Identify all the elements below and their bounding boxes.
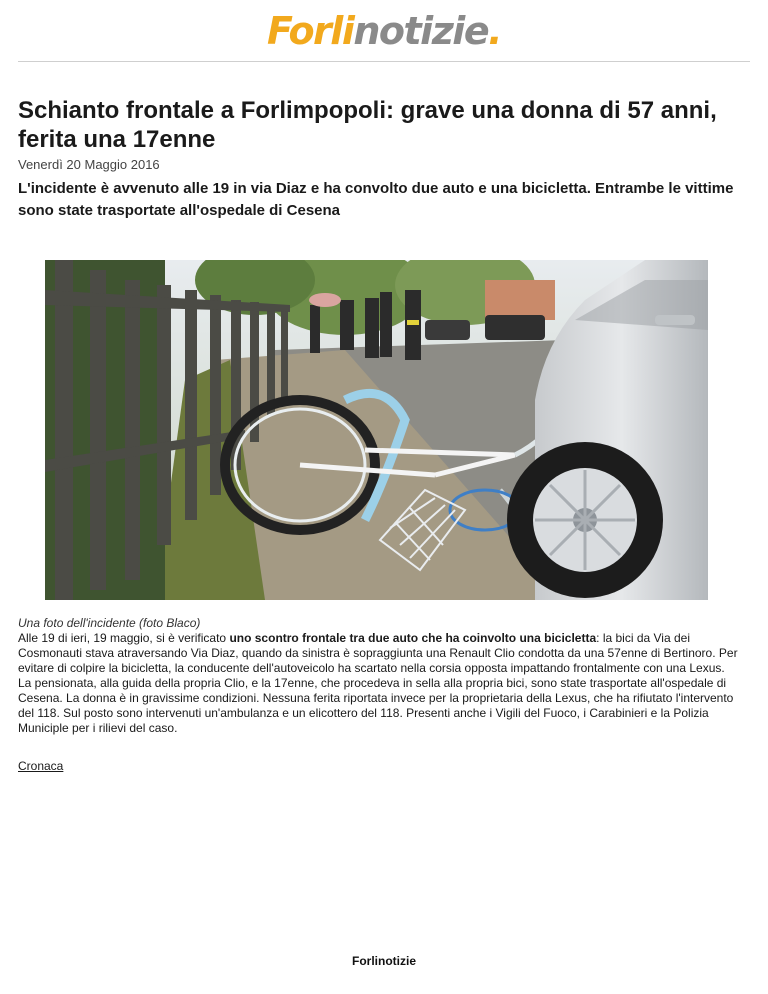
image-caption: Una foto dell'incidente (foto Blaco) bbox=[18, 616, 201, 630]
accident-photo-illustration bbox=[45, 260, 708, 600]
header-divider bbox=[18, 61, 750, 62]
paragraph-1-highlight: uno scontro frontale tra due auto che ha coinvolto una bicicletta bbox=[229, 631, 597, 645]
article-body bbox=[18, 631, 748, 736]
article-photo bbox=[45, 260, 708, 600]
site-logo[interactable] bbox=[0, 8, 768, 54]
article-paragraph-2: La pensionata, alla guida della propria Clio, e la 17enne, che procedeva in sella alla propria bici, sono state trasportate all'ospedale di Cesena. La donna è in gravissime condizioni. Nessuna ferita riportata invece per la proprietaria della Lexus, che ha rifiutato l'intervento del 118. Sul posto sono intervenuti un'ambulanza e un elicottero del 118. Presenti anche i Vigili del Fuoco, i Carabinieri e la Polizia Municiple per i rilievi del caso. bbox=[18, 676, 734, 735]
paragraph-1-lead: Alle 19 di ieri, 19 maggio, si è verificato bbox=[18, 631, 230, 645]
logo-dot: . bbox=[488, 9, 502, 53]
article-date: Venerdì 20 Maggio 2016 bbox=[18, 157, 160, 172]
logo-text-forli: Forli bbox=[266, 9, 354, 53]
article-title: Schianto frontale a Forlimpopoli: grave una donna di 57 anni, ferita una 17enne bbox=[18, 97, 717, 153]
article-paragraph-1 bbox=[18, 631, 748, 676]
footer-site-name: Forlinotizie bbox=[352, 954, 416, 968]
paragraph-1-rest: : la bici da Via dei Cosmonauti stava atraversando Via Diaz, quando da sinistra è sopraggiunta una Renault Clio condotta da una 57enne di Bertinoro. Per evitare di colpire la bicicletta, la conducente dell'autoveicolo ha scartato nella corsia opposta impattando frontalmente con una Lexus. bbox=[18, 631, 738, 675]
category-link[interactable]: Cronaca bbox=[18, 759, 64, 773]
logo-text-notizie: notizie bbox=[353, 9, 489, 53]
article-subtitle: L'incidente è avvenuto alle 19 in via Diaz e ha convolto due auto e una bicicletta. Entrambe le vittime sono state trasportate all'ospedale di Cesena bbox=[18, 180, 734, 219]
masthead bbox=[0, 0, 768, 64]
